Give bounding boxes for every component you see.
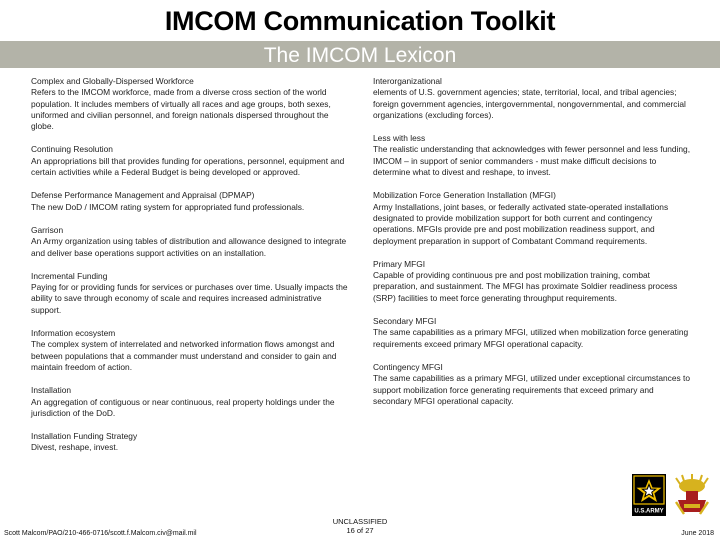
lexicon-entry	[31, 328, 353, 373]
crest-icon	[672, 474, 712, 516]
lexicon-entry	[31, 225, 353, 259]
us-army-logo	[632, 474, 666, 516]
entry-term: Interorganizational	[373, 76, 442, 86]
entry-term: Installation Funding Strategy	[31, 431, 138, 442]
page-subtitle: The IMCOM Lexicon	[263, 44, 457, 67]
footer-date: June 2018	[681, 530, 714, 537]
classification-label: UNCLASSIFIED	[332, 517, 388, 526]
left-column	[31, 76, 353, 466]
entry-definition: The same capabilities as a primary MFGI, utilized when mobilization force generating requirements exceed primary MFGI operational capacity.	[373, 327, 689, 349]
lexicon-entry	[373, 362, 691, 407]
entry-term: Complex and Globally-Dispersed Workforce	[31, 76, 194, 86]
entry-definition: Paying for or providing funds for services or purchases over time. Usually impacts the ability to save through economy of scale and requires increased administrative support.	[31, 282, 348, 315]
entry-definition: The realistic understanding that acknowledges with fewer personnel and less funding, IMCOM – in support of senior commanders - must make difficult decisions to determine what to divest and reshape, to invest.	[373, 144, 691, 178]
entry-definition: Capable of providing continuous pre and post mobilization training, combat preparation, and sustainment. The MFGI has proximate Soldier readiness process (SRP) facilities to meet force generating throughput requirements.	[373, 270, 678, 303]
entry-definition: An appropriations bill that provides funding for operations, personnel, equipment and certain activities while a Federal Budget is being developed or approved.	[31, 155, 345, 178]
entry-definition: The new DoD / IMCOM rating system for appropriated fund professionals.	[31, 201, 305, 212]
entry-term: Installation	[31, 385, 72, 396]
entry-term: Garrison	[31, 224, 64, 235]
entry-definition: An Army organization using tables of distribution and allowance designed to integrate and deliver base operations support activities on an installation.	[31, 236, 347, 258]
entry-term: Secondary MFGI	[373, 316, 437, 327]
entry-definition: The complex system of interrelated and networked information flows amongst and between populations that a commander must understand and consider to gain and maintain freedom of action.	[31, 339, 337, 372]
lexicon-entry	[31, 431, 353, 454]
imcom-crest-logo	[672, 474, 712, 516]
page-number: 16 of 27	[346, 526, 374, 535]
footer-classification-block	[300, 517, 420, 535]
entry-definition: Divest, reshape, invest.	[31, 442, 119, 453]
lexicon-entry	[31, 144, 353, 178]
entry-term: Mobilization Force Generation Installation (MFGI)	[373, 190, 556, 201]
entry-definition: Army Installations, joint bases, or federally activated state-operated installations designated to provide mobilization support for both current and contingency operations. MFGIs provide pre and post mobilization readiness support, and deployment preparation in support of Combatant Command requirements.	[373, 201, 669, 246]
lexicon-entry	[373, 316, 691, 350]
slide-header	[0, 0, 720, 68]
entry-term: Information ecosystem	[31, 328, 116, 339]
right-column	[373, 76, 691, 419]
entry-term: Continuing Resolution	[31, 144, 113, 155]
entry-definition: elements of U.S. government agencies; state, territorial, local, and tribal agencies; foreign government agencies, intergovernmental, nongovernmental, and commercial organizations (excluding forces).	[373, 87, 686, 120]
army-logo-text: U.S.ARMY	[634, 508, 664, 515]
entry-definition: The same capabilities as a primary MFGI, utilized under exceptional circumstances to support mobilization force generating requirements that exceed primary and secondary MFGI operational capacity.	[373, 373, 690, 406]
lexicon-entry	[31, 385, 353, 419]
entry-term: Less with less	[373, 133, 426, 144]
lexicon-entry	[31, 76, 353, 132]
lexicon-entry	[31, 271, 353, 316]
page-title: IMCOM Communication Toolkit	[164, 6, 556, 36]
lexicon-entry	[373, 190, 691, 246]
army-star-icon	[632, 474, 666, 516]
lexicon-entry	[373, 259, 691, 304]
entry-term: Incremental Funding	[31, 270, 108, 281]
footer-contact: Scott Malcom/PAO/210-466-0716/scott.f.Malcom.civ@mail.mil	[4, 530, 197, 537]
lexicon-entry	[373, 76, 691, 121]
lexicon-entry	[373, 133, 691, 178]
entry-definition: An aggregation of contiguous or near continuous, real property holdings under the jurisdiction of the DoD.	[31, 396, 335, 418]
lexicon-entry	[31, 190, 353, 213]
entry-term: Defense Performance Management and Appraisal (DPMAP)	[31, 190, 255, 201]
entry-definition: Refers to the IMCOM workforce, made from a diverse cross section of the world population. It includes members of virtually all races and age groups, both sexes, uniformed and civilian personnel, and foreign nationals dispersed throughout the globe.	[31, 87, 331, 132]
entry-term: Contingency MFGI	[373, 361, 443, 372]
entry-term: Primary MFGI	[373, 258, 426, 269]
